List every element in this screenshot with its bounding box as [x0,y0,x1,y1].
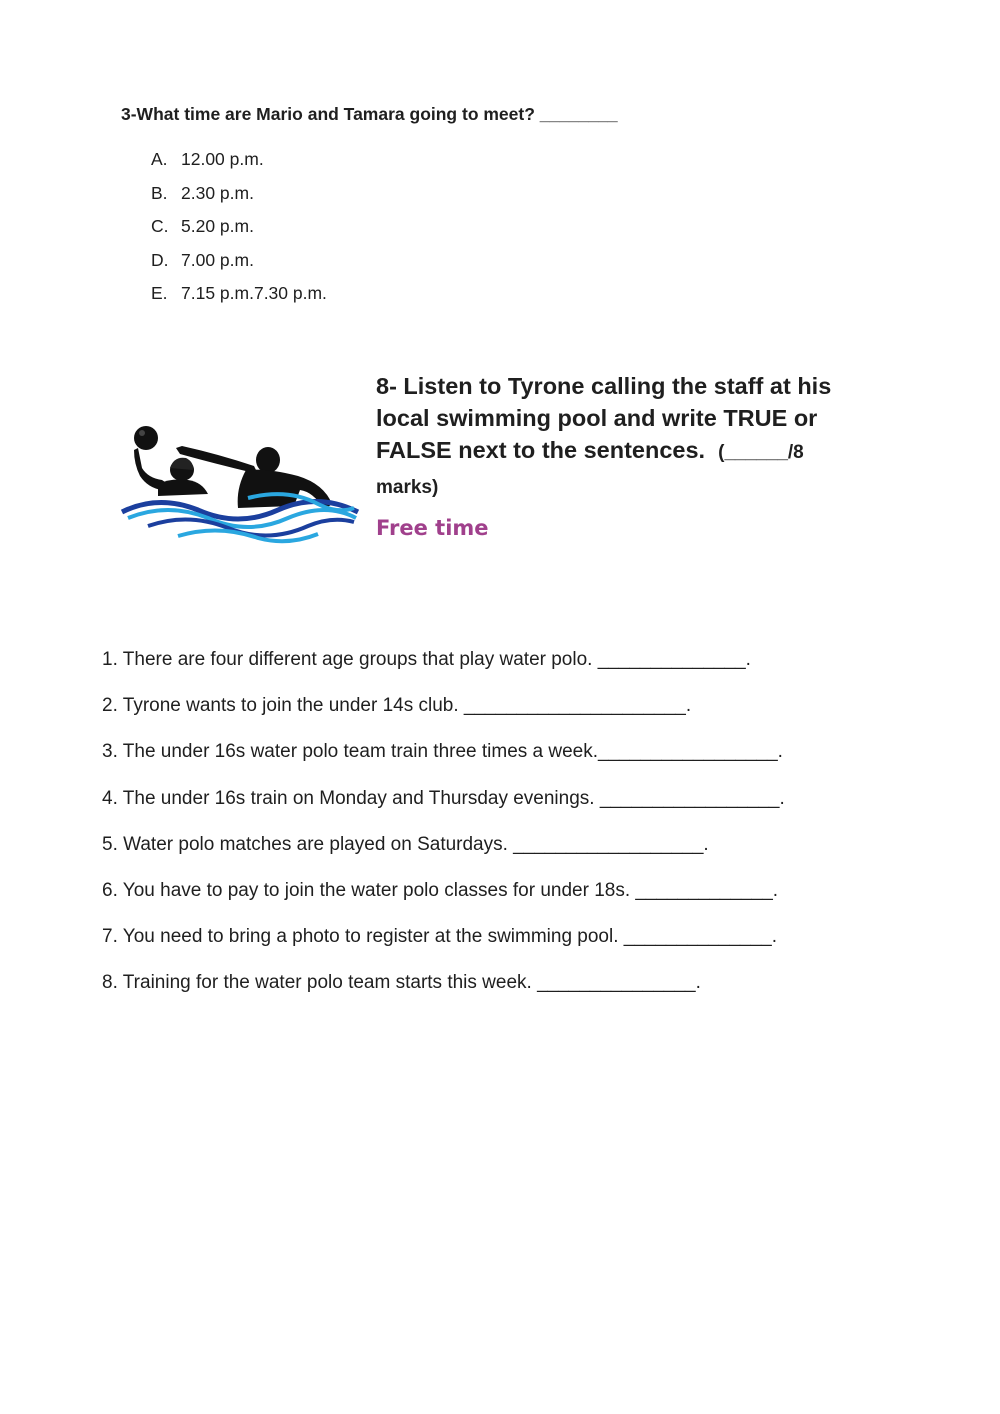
question-8-instructions: 8- Listen to Tyrone calling the staff at his local swimming pool and write TRUE or FALSE next to the sentences. [376,373,832,463]
option-text: 5.20 p.m. [181,216,254,237]
option-text: 7.00 p.m. [181,249,254,270]
sentence-item: 3. The under 16s water polo team train three times a week._________________. [102,741,783,763]
question-3-options [151,146,327,314]
option-letter: A. [151,149,168,169]
sentence-item: 7. You need to bring a photo to register at the swimming pool. ______________. [102,926,777,948]
option-letter: B. [151,182,168,203]
question-3-prompt: 3-What time are Mario and Tamara going to meet? ________ [121,104,618,124]
sentence-item: 2. Tyrone wants to join the under 14s club. _____________________. [102,695,692,717]
option-letter: C. [151,216,169,237]
option-letter: E. [151,283,168,304]
sentence-item: 1. There are four different age groups that play water polo. ______________. [102,649,751,670]
true-false-sentences [102,647,785,1017]
option-text: 2.30 p.m. [181,182,254,203]
option-a [151,146,327,180]
sentence-item: 4. The under 16s train on Monday and Thursday evenings. _________________. [102,787,785,809]
section-label: Free time [376,516,489,540]
option-e [151,280,327,314]
option-text: 12.00 p.m. [181,149,264,169]
sentence-item: 6. You have to pay to join the water polo classes for under 18s. _____________. [102,879,779,901]
sentence-item: 8. Training for the water polo team starts this week. _______________. [102,972,701,994]
option-d [151,247,327,281]
option-letter: D. [151,249,169,270]
option-text: 7.15 p.m.7.30 p.m. [181,283,327,304]
water-polo-players-icon [118,418,362,546]
question-8-heading [376,370,866,504]
sentence-item: 5. Water polo matches are played on Saturdays. __________________. [102,833,709,855]
question-8-marks: (______/8 marks) [376,442,804,498]
option-b [151,180,327,214]
option-c [151,213,327,247]
